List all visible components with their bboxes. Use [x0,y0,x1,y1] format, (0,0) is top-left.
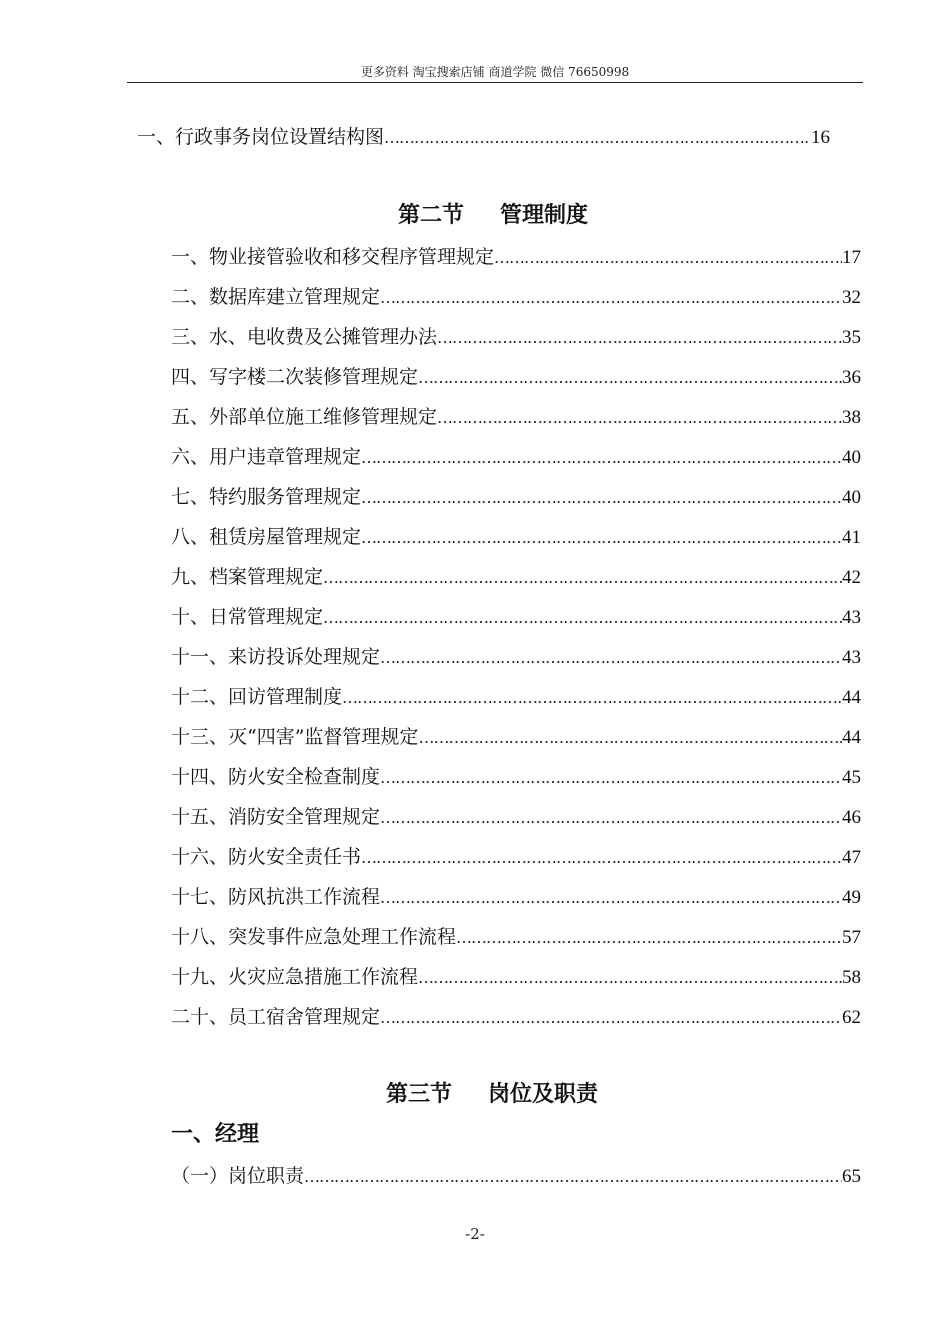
toc-entry[interactable] [171,363,861,391]
toc-entry-page: 46 [842,807,861,828]
toc-entry[interactable] [171,643,861,671]
toc-entry-text: 十九、火灾应急措施工作流程 [171,966,419,988]
toc-entry-page: 38 [842,407,861,428]
toc-entry[interactable] [171,323,861,351]
toc-entry-page: 44 [842,727,861,748]
toc-entry[interactable] [171,1003,861,1031]
toc-entry-text: 七、特约服务管理规定 [171,486,362,508]
section-number: 第二节 [398,203,465,228]
page-number: -2- [465,1225,485,1243]
toc-entry[interactable] [171,403,861,431]
toc-entry[interactable] [171,523,861,551]
section-title-2 [398,201,588,231]
toc-leader-dots [456,924,842,952]
toc-leader-dots [384,124,811,152]
sub-heading-manager: 一、经理 [171,1122,260,1147]
toc-entry-text: 十、日常管理规定 [171,606,324,628]
toc-entry-text: 十七、防风抗洪工作流程 [171,886,381,908]
toc-entry-page: 35 [842,327,861,348]
toc-entry-page: 58 [842,967,861,988]
toc-leader-dots [361,844,842,872]
toc-entry[interactable] [171,883,861,911]
toc-leader-dots [380,804,842,832]
toc-entry[interactable] [171,443,861,471]
toc-entry-text: 六、用户违章管理规定 [171,446,362,468]
toc-entry-text: 十三、灭“四害”监督管理规定 [171,726,419,748]
toc-entry[interactable] [171,243,861,271]
toc-leader-dots [494,244,842,272]
toc-entry-page: 57 [842,927,861,948]
toc-leader-dots [361,524,842,552]
toc-entry[interactable] [171,1162,861,1190]
toc-entry-text: 二、数据库建立管理规定 [171,286,381,308]
toc-leader-dots [323,604,842,632]
toc-entry-text: 五、外部单位施工维修管理规定 [171,406,438,428]
toc-entry-page: 43 [842,647,861,668]
toc-leader-dots [437,404,842,432]
toc-leader-dots [418,724,842,752]
toc-entry[interactable] [171,723,861,751]
section-name: 岗位及职责 [488,1082,599,1107]
toc-entry-page: 41 [842,527,861,548]
toc-entry-text: 三、水、电收费及公摊管理办法 [171,326,438,348]
toc-leader-dots [380,764,842,792]
toc-entry-page: 36 [842,367,861,388]
toc-entry-text: 九、档案管理规定 [171,566,324,588]
toc-entry-text: 一、物业接管验收和移交程序管理规定 [171,246,495,268]
toc-entry[interactable] [171,603,861,631]
toc-entry-text: 四、写字楼二次装修管理规定 [171,366,419,388]
toc-entry-text: 十八、突发事件应急处理工作流程 [171,926,457,948]
toc-entry-page: 44 [842,687,861,708]
toc-entry-page: 43 [842,607,861,628]
toc-entry[interactable] [171,803,861,831]
toc-leader-dots [361,484,842,512]
toc-entry-page: 49 [842,887,861,908]
page-header: 更多资料 淘宝搜索店铺 商道学院 微信 76650998 [127,64,863,83]
toc-entry-page: 32 [842,287,861,308]
section-title-3 [386,1080,598,1110]
toc-leader-dots [380,644,842,672]
toc-entry-text: 八、租赁房屋管理规定 [171,526,362,548]
toc-entry-page: 40 [842,447,861,468]
toc-entry[interactable] [171,283,861,311]
toc-leader-dots [380,284,842,312]
toc-entry-text: 二十、员工宿舍管理规定 [171,1006,381,1028]
toc-entry-text: 十二、回访管理制度 [171,686,343,708]
toc-leader-dots [342,684,842,712]
toc-leader-dots [418,964,842,992]
toc-leader-dots [380,1004,842,1032]
toc-entry-page: 65 [842,1166,861,1187]
toc-entry[interactable] [171,563,861,591]
toc-entry-text: 十六、防火安全责任书 [171,846,362,868]
toc-leader-dots [304,1163,842,1191]
toc-leader-dots [361,444,842,472]
toc-entry[interactable] [171,763,861,791]
section-name: 管理制度 [500,203,589,228]
toc-entry-page: 40 [842,487,861,508]
toc-leader-dots [437,324,842,352]
toc-entry-page: 62 [842,1007,861,1028]
section-number: 第三节 [386,1082,453,1107]
toc-entry-page: 17 [842,247,861,268]
toc-entry-page: 42 [842,567,861,588]
toc-entry[interactable] [171,923,861,951]
toc-leader-dots [380,884,842,912]
toc-entry-page: 47 [842,847,861,868]
toc-entry-text: 十一、来访投诉处理规定 [171,646,381,668]
toc-entry-prev[interactable] [137,123,830,151]
toc-entry-text: 一、行政事务岗位设置结构图 [137,126,385,148]
toc-leader-dots [323,564,842,592]
toc-entry[interactable] [171,683,861,711]
toc-entry[interactable] [171,843,861,871]
toc-entry-text: 十五、消防安全管理规定 [171,806,381,828]
toc-entry[interactable] [171,483,861,511]
toc-entry-page: 16 [811,127,830,148]
toc-entry-text: 十四、防火安全检查制度 [171,766,381,788]
toc-entry-text: （一）岗位职责 [171,1165,305,1187]
toc-entry-page: 45 [842,767,861,788]
toc-entry[interactable] [171,963,861,991]
toc-leader-dots [418,364,842,392]
